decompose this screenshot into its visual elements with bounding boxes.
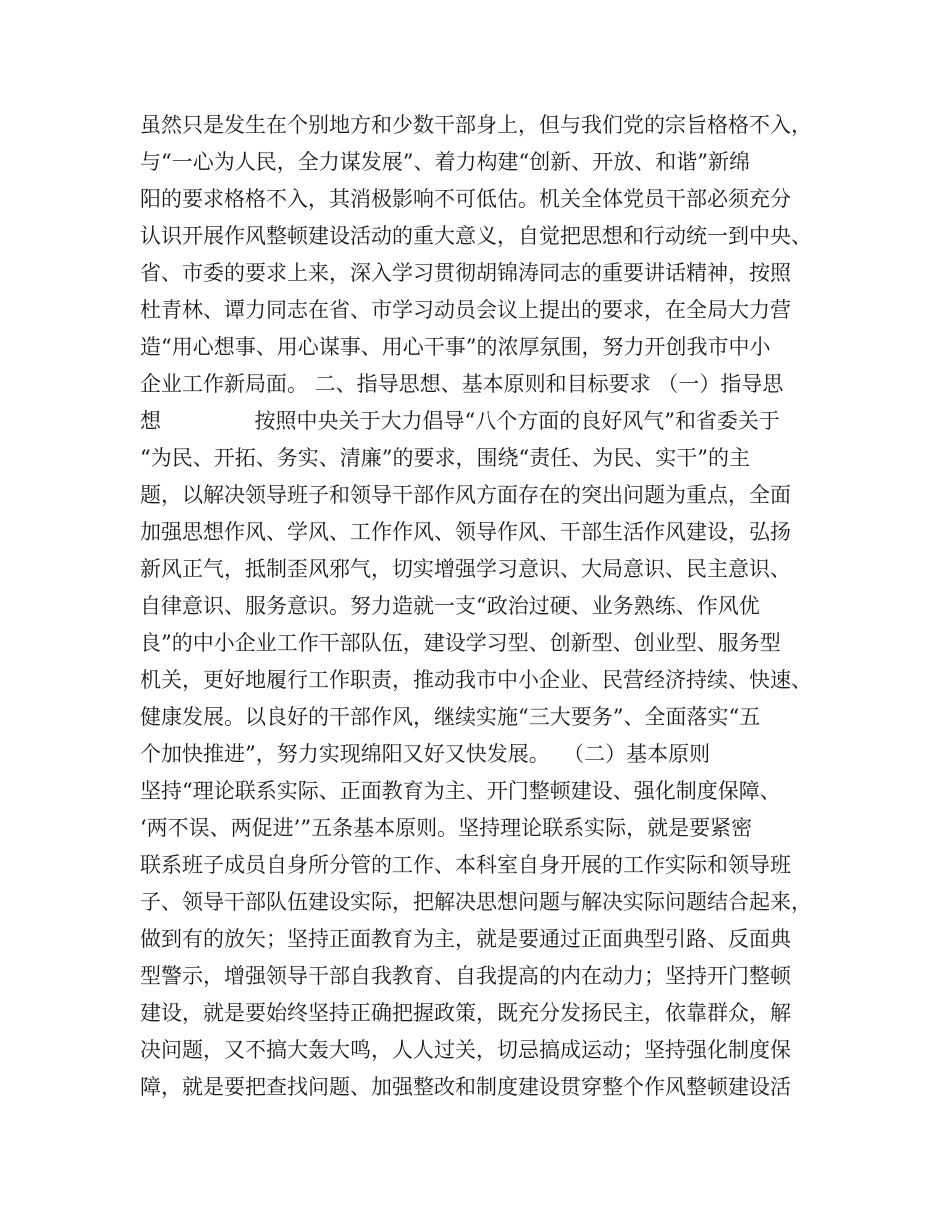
text-line: 题，以解决领导班子和领导干部作风方面存在的突出问题为重点，全面 <box>140 483 791 507</box>
text-line: 决问题，又不搞大轰大鸣，人人过关，切忌搞成运动；坚持强化制度保 <box>140 1038 791 1062</box>
text-line: 造“用心想事、用心谋事、用心干事”的浓厚氛围，努力开创我市中小 <box>140 335 771 359</box>
text-line: 做到有的放矢；坚持正面教育为主，就是要通过正面典型引路、反面典 <box>140 927 791 951</box>
text-line: 型警示，增强领导干部自我教育、自我提高的内在动力；坚持开门整顿 <box>140 964 791 988</box>
text-line: 联系班子成员自身所分管的工作、本科室自身开展的工作实际和领导班 <box>140 853 791 877</box>
text-line: “为民、开拓、务实、清廉”的要求，围绕“责任、为民、实干”的主 <box>140 446 750 470</box>
text-line: 认识开展作风整顿建设活动的重大意义，自觉把思想和行动统一到中央、 <box>140 224 812 248</box>
text-line: 加强思想作风、学风、工作作风、领导作风、干部生活作风建设，弘扬 <box>140 520 791 544</box>
text-line: 与“一心为人民，全力谋发展”、着力构建“创新、开放、和谐”新绵 <box>140 150 750 174</box>
text-line: 新风正气，抵制歪风邪气，切实增强学习意识、大局意识、民主意识、 <box>140 557 791 581</box>
text-line: 健康发展。以良好的干部作风，继续实施“三大要务”、全面落实“五 <box>140 705 761 729</box>
text-line: 坚持“理论联系实际、正面教育为主、开门整顿建设、强化制度保障、 <box>140 779 781 803</box>
text-line: 机关，更好地履行工作职责，推动我市中小企业、民营经济持续、快速、 <box>140 668 812 692</box>
text-line: 子、领导干部队伍建设实际，把解决思想问题与解决实际问题结合起来， <box>140 890 812 914</box>
body-text <box>140 107 840 1106</box>
text-line: 自律意识、服务意识。努力造就一支“政治过硬、业务熟练、作风优 <box>140 594 760 618</box>
text-line: 杜青林、谭力同志在省、市学习动员会议上提出的要求，在全局大力营 <box>140 298 791 322</box>
text-line: 想 按照中央关于大力倡导“八个方面的良好风气”和省委关于 <box>140 409 780 433</box>
text-line: 阳的要求格格不入，其消极影响不可低估。机关全体党员干部必须充分 <box>140 187 791 211</box>
text-line: 建设，就是要始终坚持正确把握政策，既充分发扬民主，依靠群众，解 <box>140 1001 791 1025</box>
text-line: 个加快推进”，努力实现绵阳又好又快发展。 （二）基本原则 <box>140 742 711 766</box>
text-line: 虽然只是发生在个别地方和少数干部身上，但与我们党的宗旨格格不入， <box>140 113 812 137</box>
text-line: ‘两不误、两促进’”五条基本原则。坚持理论联系实际，就是要紧密 <box>140 816 753 840</box>
text-line: 企业工作新局面。 二、指导思想、基本原则和目标要求 （一）指导思 <box>140 372 784 396</box>
text-line: 障，就是要把查找问题、加强整改和制度建设贯穿整个作风整顿建设活 <box>140 1075 791 1099</box>
text-line: 省、市委的要求上来，深入学习贯彻胡锦涛同志的重要讲话精神，按照 <box>140 261 791 285</box>
text-line: 良”的中小企业工作干部队伍，建设学习型、创新型、创业型、服务型 <box>140 631 781 655</box>
